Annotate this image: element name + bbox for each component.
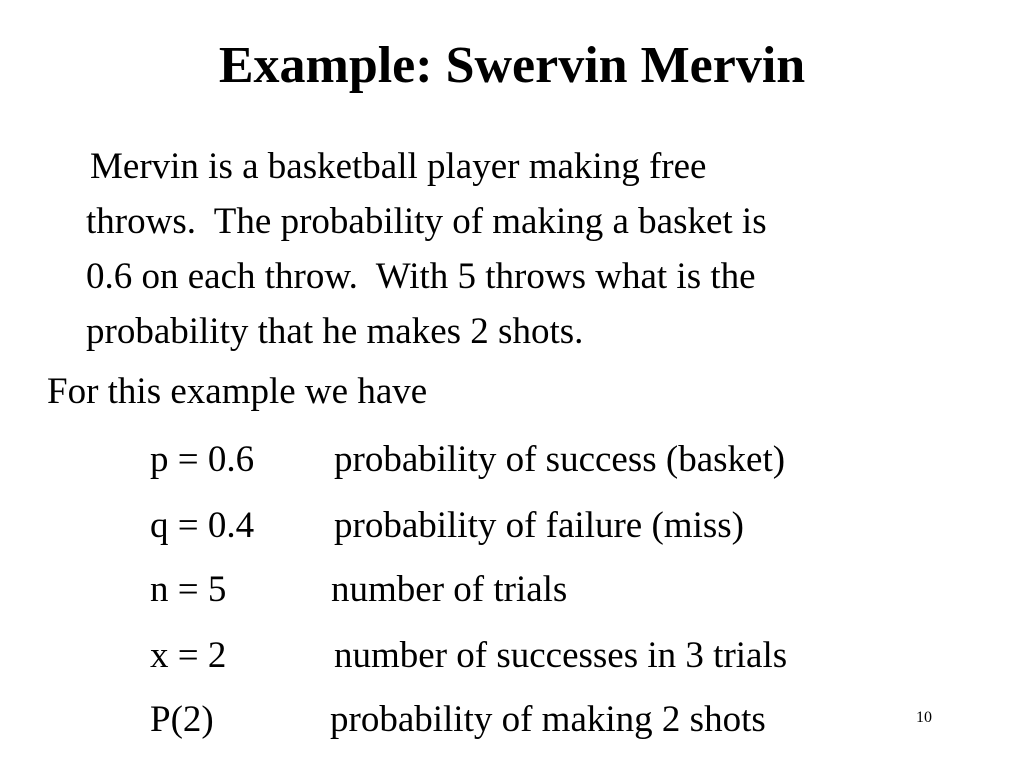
definition-description: number of successes in 3 trials bbox=[334, 635, 788, 676]
definition-description: probability of failure (miss) bbox=[334, 505, 744, 546]
intro-line: 0.6 on each throw. With 5 throws what is the bbox=[86, 256, 756, 297]
definition-symbol: n = 5 bbox=[150, 569, 227, 610]
definition-description: probability of making 2 shots bbox=[330, 699, 766, 740]
slide-title: Example: Swervin Mervin bbox=[218, 37, 806, 94]
definition-symbol: x = 2 bbox=[150, 635, 227, 676]
intro-line: throws. The probability of making a basket is bbox=[86, 201, 767, 242]
lead-text: For this example we have bbox=[47, 371, 428, 412]
definition-description: probability of success (basket) bbox=[334, 439, 786, 480]
intro-line: Mervin is a basketball player making free bbox=[90, 146, 707, 187]
definition-description: number of trials bbox=[331, 569, 568, 610]
intro-paragraph bbox=[86, 139, 767, 359]
definition-symbol: P(2) bbox=[150, 699, 214, 740]
page-number: 10 bbox=[916, 709, 932, 726]
definition-symbol: p = 0.6 bbox=[150, 439, 255, 480]
definition-symbol: q = 0.4 bbox=[150, 505, 255, 546]
intro-line: probability that he makes 2 shots. bbox=[86, 311, 584, 352]
